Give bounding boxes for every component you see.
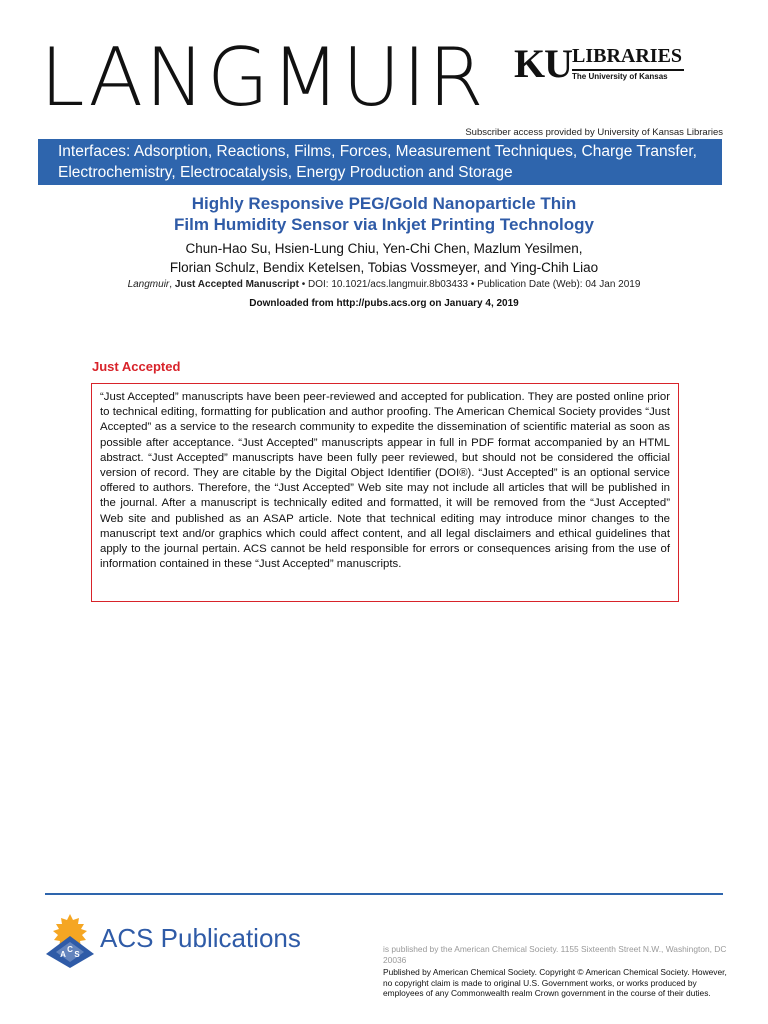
paper-title-line-1: Highly Responsive PEG/Gold Nanoparticle Thin [191, 194, 577, 213]
acs-publications-wordmark: ACS Publications [100, 923, 301, 953]
citation-status: Just Accepted Manuscript [174, 279, 299, 290]
copyright-notice: Published by American Chemical Society. Copyright © American Chemical Society. However, no copyright claim is made to original U.S. Government works, or works produced by employees of any Commonwealth realm Crown government in the course of their duties. [383, 967, 727, 998]
citation-journal: Langmuir [127, 279, 170, 290]
paper-title-line-2: Film Humidity Sensor via Inkjet Printing Technology [173, 215, 595, 234]
section-band: Interfaces: Adsorption, Reactions, Films, Forces, Measurement Techniques, Charge Transfer, Electrochemistry, Electrocatalysis, Energy Production and Storage [38, 139, 722, 185]
citation-details: • DOI: 10.1021/acs.langmuir.8b03433 • Publication Date (Web): 04 Jan 2019 [298, 279, 641, 290]
citation-line: Langmuir, Just Accepted Manuscript • DOI: 10.1021/acs.langmuir.8b03433 • Publication Date (Web): 04 Jan 2019 [127, 279, 641, 290]
ku-logo-mark: KU [514, 41, 572, 86]
acs-publications-logo [44, 910, 301, 970]
journal-title: LANGMUIR [40, 31, 486, 124]
just-accepted-heading: Just Accepted [92, 359, 181, 374]
paper-title [40, 193, 728, 235]
ku-logo-subtitle: The University of Kansas [572, 72, 668, 81]
authors-line-1: Chun-Hao Su, Hsien-Lung Chiu, Yen-Chi Chen, Mazlum Yesilmen, [185, 241, 583, 256]
authors-line-2: Florian Schulz, Bendix Ketelsen, Tobias Vossmeyer, and Ying-Chih Liao [169, 260, 599, 275]
acs-emblem-icon [44, 910, 96, 970]
ku-libraries-logo [514, 41, 684, 88]
ku-logo-rule [572, 69, 684, 71]
publisher-address: is published by the American Chemical Society. 1155 Sixteenth Street N.W., Washington, DC 20036 [383, 944, 727, 965]
acs-emblem-letter-a: A [60, 950, 66, 959]
ku-logo-name: LIBRARIES [572, 45, 683, 67]
acs-emblem-letter-s: S [74, 950, 80, 959]
subscriber-access-note: Subscriber access provided by University of Kansas Libraries [465, 127, 723, 138]
just-accepted-notice: “Just Accepted” manuscripts have been peer-reviewed and accepted for publication. They are posted online prior to technical editing, formatting for publication and author proofing. The American Chemical Society provides “Just Accepted” as a service to the research community to expedite the dissemination of scientific material as soon as possible after acceptance. “Just Accepted” manuscripts appear in full in PDF format accompanied by an HTML abstract. “Just Accepted” manuscripts have been fully peer reviewed, but should not be considered the official version of record. They are citable by the Digital Object Identifier (DOI®). “Just Accepted” is an optional service offered to authors. Therefore, the “Just Accepted” Web site may not include all articles that will be published in the journal. After a manuscript is technically edited and formatted, it will be removed from the “Just Accepted” Web site and published as an ASAP article. Note that technical editing may introduce minor changes to the manuscript text and/or graphics which could affect content, and all legal disclaimers and ethical guidelines that apply to the journal pertain. ACS cannot be held responsible for errors or consequences arising from the use of information contained in these “Just Accepted” manuscripts. [91, 383, 679, 602]
download-note: Downloaded from http://pubs.acs.org on January 4, 2019 [249, 298, 519, 309]
author-list [40, 239, 728, 277]
footer-divider [45, 893, 723, 895]
acs-emblem-letter-c: C [67, 945, 73, 954]
